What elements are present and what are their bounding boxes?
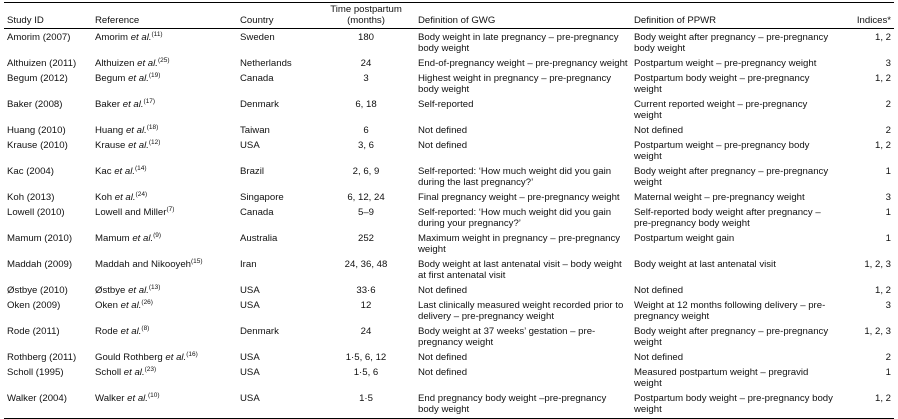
cell-study-id: Mamum (2010) bbox=[7, 233, 73, 244]
header-reference: Reference bbox=[92, 3, 237, 29]
reference-author: Althuizen bbox=[95, 58, 135, 69]
cell-indices: 1 bbox=[885, 166, 891, 177]
reference-author: Koh bbox=[95, 192, 113, 203]
reference-author: Maddah and Nikooyeh bbox=[95, 259, 192, 270]
reference-etal: et al. bbox=[129, 233, 154, 244]
reference-etal: et al. bbox=[120, 99, 144, 110]
reference-author: Østbye bbox=[95, 285, 126, 296]
cell-country: USA bbox=[240, 285, 260, 296]
reference-citation-number: (24) bbox=[135, 190, 148, 198]
reference-citation-number: (23) bbox=[144, 365, 157, 373]
header-country: Country bbox=[237, 3, 317, 29]
table-row bbox=[4, 55, 894, 70]
cell-study-id: Maddah (2009) bbox=[7, 259, 73, 270]
cell-definition-ppwr: Postpartum body weight – pre-pregnancy body weight bbox=[631, 390, 838, 419]
cell-definition-gwg: Maximum weight in pregnancy – pre-pregnancy weight bbox=[418, 233, 621, 255]
cell-reference bbox=[92, 122, 237, 137]
reference-etal: et al. bbox=[112, 192, 136, 203]
cell-country: Netherlands bbox=[240, 58, 292, 69]
cell-definition-ppwr: Postpartum body weight – pre-pregnancy weight bbox=[634, 73, 810, 95]
cell-indices: 1, 2 bbox=[838, 390, 894, 419]
reference-citation-number: (14) bbox=[135, 164, 147, 172]
table-row bbox=[4, 70, 894, 96]
table-row bbox=[4, 230, 894, 256]
header-definition-ppwr: Definition of PPWR bbox=[631, 3, 838, 29]
cell-reference bbox=[92, 349, 237, 364]
reference-etal: et al. bbox=[111, 166, 136, 177]
cell-definition-gwg: Body weight in late pregnancy – pre-pregnancy body weight bbox=[418, 32, 619, 54]
reference-etal: et al. bbox=[123, 125, 147, 136]
cell-country: Brazil bbox=[240, 166, 264, 177]
reference-etal: et al. bbox=[125, 73, 149, 84]
table-header bbox=[4, 3, 894, 29]
cell-definition-ppwr: Body weight after pregnancy – pre-pregnancy weight bbox=[634, 326, 829, 348]
cell-indices: 1 bbox=[885, 207, 891, 218]
cell-country: Denmark bbox=[240, 99, 279, 110]
cell-study-id: Amorim (2007) bbox=[7, 32, 71, 43]
table-row bbox=[4, 297, 894, 323]
reference-citation-number: (17) bbox=[143, 97, 156, 105]
table-row bbox=[4, 349, 894, 364]
cell-definition-gwg: Self-reported bbox=[418, 99, 474, 110]
reference-author: Walker bbox=[95, 393, 125, 404]
reference-etal: et al. bbox=[125, 285, 149, 296]
cell-time-postpartum: 6 bbox=[363, 125, 369, 136]
reference-citation-number: (26) bbox=[141, 298, 153, 306]
cell-definition-gwg: Self-reported: ‘How much weight did you gain during your pregnancy?’ bbox=[418, 207, 612, 229]
cell-indices: 3 bbox=[885, 192, 891, 203]
cell-time-postpartum: 6, 12, 24 bbox=[347, 192, 385, 203]
reference-etal: et al. bbox=[125, 140, 149, 151]
reference-author: Amorim bbox=[95, 32, 129, 43]
cell-time-postpartum: 24, 36, 48 bbox=[344, 259, 388, 270]
cell-reference bbox=[92, 163, 237, 189]
cell-reference bbox=[92, 29, 237, 56]
cell-reference bbox=[92, 137, 237, 163]
cell-definition-ppwr: Self-reported body weight after pregnancy – pre-pregnancy body weight bbox=[634, 207, 821, 229]
table-body bbox=[4, 29, 894, 419]
header-indices: Indices* bbox=[838, 3, 894, 29]
cell-reference bbox=[92, 96, 237, 122]
cell-time-postpartum: 24 bbox=[360, 58, 372, 69]
cell-study-id: Walker (2004) bbox=[4, 390, 92, 419]
table-row bbox=[4, 323, 894, 349]
cell-time-postpartum: 252 bbox=[357, 233, 374, 244]
cell-study-id: Begum (2012) bbox=[7, 73, 68, 84]
cell-definition-gwg: Not defined bbox=[418, 352, 468, 363]
reference-author: Oken bbox=[95, 300, 118, 311]
cell-time-postpartum: 1·5, 6 bbox=[353, 367, 379, 378]
cell-time-postpartum: 3, 6 bbox=[357, 140, 374, 151]
reference-author: Gould Rothberg bbox=[95, 352, 163, 363]
cell-study-id: Baker (2008) bbox=[7, 99, 63, 110]
cell-country: USA bbox=[240, 140, 260, 151]
reference-citation-number: (11) bbox=[151, 30, 163, 38]
reference-citation-number: (8) bbox=[141, 324, 150, 332]
cell-indices: 1, 2, 3 bbox=[864, 326, 891, 337]
cell-indices: 1 bbox=[885, 367, 891, 378]
table-row bbox=[4, 390, 894, 419]
reference-author: Kac bbox=[95, 166, 112, 177]
cell-definition-ppwr: Postpartum weight gain bbox=[634, 233, 735, 244]
reference-citation-number: (13) bbox=[148, 283, 161, 291]
cell-indices: 1, 2 bbox=[874, 32, 891, 43]
reference-author: Rode bbox=[95, 326, 118, 337]
reference-etal: et al. bbox=[121, 367, 145, 378]
cell-definition-ppwr: Body weight after pregnancy – pre-pregnancy weight bbox=[634, 166, 829, 188]
reference-author: Lowell and Miller bbox=[95, 207, 167, 218]
cell-time-postpartum: 24 bbox=[360, 326, 372, 337]
cell-indices: 3 bbox=[885, 58, 891, 69]
table-row bbox=[4, 204, 894, 230]
table-row bbox=[4, 96, 894, 122]
header-time-line1: Time postpartum bbox=[330, 4, 402, 15]
cell-definition-ppwr: Postpartum weight – pre-pregnancy weight bbox=[634, 58, 817, 69]
cell-time-postpartum: 3 bbox=[363, 73, 369, 84]
cell-definition-ppwr: Not defined bbox=[634, 125, 684, 136]
cell-study-id: Østbye (2010) bbox=[7, 285, 68, 296]
reference-etal: et al. bbox=[162, 352, 187, 363]
header-study-id: Study ID bbox=[4, 3, 92, 29]
cell-definition-gwg: Body weight at 37 weeks’ gestation – pre-pregnancy weight bbox=[418, 326, 596, 348]
reference-etal: et al. bbox=[124, 393, 148, 404]
cell-definition-ppwr: Body weight at last antenatal visit bbox=[634, 259, 776, 270]
cell-definition-gwg: Not defined bbox=[418, 367, 468, 378]
reference-citation-number: (25) bbox=[157, 56, 170, 64]
reference-citation-number: (18) bbox=[146, 123, 159, 131]
reference-author: Begum bbox=[95, 73, 126, 84]
cell-indices: 1, 2, 3 bbox=[864, 259, 891, 270]
reference-citation-number: (15) bbox=[191, 257, 203, 265]
cell-definition-gwg: Final pregnancy weight – pre-pregnancy weight bbox=[418, 192, 620, 203]
cell-reference bbox=[92, 323, 237, 349]
cell-reference bbox=[92, 297, 237, 323]
reference-citation-number: (19) bbox=[148, 71, 161, 79]
cell-definition-gwg: Body weight at last antenatal visit – body weight at first antenatal visit bbox=[418, 259, 622, 281]
cell-definition-gwg: Self-reported: ‘How much weight did you gain during the last pregnancy?’ bbox=[418, 166, 612, 188]
reference-citation-number: (12) bbox=[148, 138, 161, 146]
cell-study-id: Althuizen (2011) bbox=[7, 58, 77, 69]
cell-indices: 2 bbox=[885, 99, 891, 110]
cell-study-id: Koh (2013) bbox=[7, 192, 55, 203]
table-row bbox=[4, 256, 894, 282]
cell-definition-gwg: Not defined bbox=[418, 125, 468, 136]
cell-study-id: Kac (2004) bbox=[7, 166, 54, 177]
cell-time-postpartum: 1·5 bbox=[317, 390, 415, 419]
reference-citation-number: (10) bbox=[147, 391, 160, 399]
cell-indices: 1, 2 bbox=[874, 73, 891, 84]
table-row bbox=[4, 282, 894, 297]
cell-study-id: Krause (2010) bbox=[7, 140, 68, 151]
cell-definition-gwg: Last clinically measured weight recorded prior to delivery – pre-pregnancy weight bbox=[418, 300, 624, 322]
cell-reference bbox=[92, 70, 237, 96]
cell-definition-ppwr: Body weight after pregnancy – pre-pregnancy body weight bbox=[634, 32, 829, 54]
cell-definition-ppwr: Current reported weight – pre-pregnancy weight bbox=[634, 99, 808, 121]
cell-study-id: Lowell (2010) bbox=[7, 207, 65, 218]
cell-reference bbox=[92, 390, 237, 419]
cell-definition-gwg: Not defined bbox=[418, 285, 468, 296]
cell-reference bbox=[92, 364, 237, 390]
cell-indices: 1 bbox=[885, 233, 891, 244]
cell-study-id: Huang (2010) bbox=[7, 125, 66, 136]
cell-time-postpartum: 1·5, 6, 12 bbox=[345, 352, 387, 363]
cell-reference bbox=[92, 189, 237, 204]
reference-author: Krause bbox=[95, 140, 126, 151]
cell-reference bbox=[92, 256, 237, 282]
cell-definition-ppwr: Maternal weight – pre-pregnancy weight bbox=[634, 192, 805, 203]
cell-definition-ppwr: Not defined bbox=[634, 285, 684, 296]
cell-country: Canada bbox=[240, 207, 274, 218]
header-time-line2: (months) bbox=[347, 15, 385, 26]
cell-reference bbox=[92, 282, 237, 297]
header-time-postpartum bbox=[317, 3, 415, 29]
table-row bbox=[4, 122, 894, 137]
cell-country: USA bbox=[240, 300, 260, 311]
cell-definition-ppwr: Postpartum weight – pre-pregnancy body weight bbox=[634, 140, 810, 162]
cell-country: USA bbox=[237, 390, 317, 419]
reference-citation-number: (16) bbox=[186, 350, 198, 358]
cell-country: USA bbox=[240, 352, 260, 363]
cell-study-id: Oken (2009) bbox=[7, 300, 61, 311]
cell-definition-ppwr: Measured postpartum weight – pregravid weight bbox=[634, 367, 809, 389]
cell-definition-gwg: End pregnancy body weight –pre-pregnancy body weight bbox=[415, 390, 631, 419]
cell-country: Iran bbox=[240, 259, 257, 270]
reference-citation-number: (7) bbox=[166, 205, 175, 213]
reference-etal: et al. bbox=[128, 32, 152, 43]
cell-reference bbox=[92, 204, 237, 230]
table-row bbox=[4, 189, 894, 204]
cell-study-id: Scholl (1995) bbox=[7, 367, 64, 378]
cell-indices: 1, 2 bbox=[874, 285, 891, 296]
header-row bbox=[4, 3, 894, 29]
table-row bbox=[4, 163, 894, 189]
cell-study-id: Rode (2011) bbox=[7, 326, 60, 337]
cell-definition-gwg: End-of-pregnancy weight – pre-pregnancy weight bbox=[418, 58, 628, 69]
reference-author: Mamum bbox=[95, 233, 130, 244]
cell-time-postpartum: 6, 18 bbox=[355, 99, 377, 110]
cell-country: Australia bbox=[240, 233, 278, 244]
cell-definition-ppwr: Weight at 12 months following delivery – pre-pregnancy weight bbox=[634, 300, 826, 322]
cell-definition-gwg: Not defined bbox=[418, 140, 468, 151]
cell-country: Denmark bbox=[240, 326, 279, 337]
reference-etal: et al. bbox=[117, 300, 142, 311]
table-row bbox=[4, 137, 894, 163]
header-definition-gwg: Definition of GWG bbox=[415, 3, 631, 29]
cell-country: Canada bbox=[240, 73, 274, 84]
cell-country: USA bbox=[240, 367, 260, 378]
cell-time-postpartum: 12 bbox=[360, 300, 372, 311]
reference-author: Huang bbox=[95, 125, 124, 136]
cell-study-id: Rothberg (2011) bbox=[7, 352, 77, 363]
reference-author: Scholl bbox=[95, 367, 122, 378]
studies-table bbox=[4, 2, 894, 419]
table-row bbox=[4, 29, 894, 56]
cell-indices: 2 bbox=[885, 125, 891, 136]
cell-country: Singapore bbox=[240, 192, 284, 203]
table-row bbox=[4, 364, 894, 390]
cell-definition-ppwr: Not defined bbox=[634, 352, 684, 363]
cell-time-postpartum: 2, 6, 9 bbox=[352, 166, 380, 177]
cell-indices: 1, 2 bbox=[874, 140, 891, 151]
cell-reference bbox=[92, 55, 237, 70]
cell-time-postpartum: 180 bbox=[357, 32, 374, 43]
reference-author: Baker bbox=[95, 99, 121, 110]
cell-time-postpartum: 5–9 bbox=[357, 207, 374, 218]
cell-definition-gwg: Highest weight in pregnancy – pre-pregnancy body weight bbox=[418, 73, 612, 95]
reference-etal: et al. bbox=[134, 58, 158, 69]
cell-reference bbox=[92, 230, 237, 256]
cell-country: Sweden bbox=[240, 32, 275, 43]
cell-indices: 3 bbox=[885, 300, 891, 311]
reference-citation-number: (9) bbox=[153, 231, 162, 239]
cell-time-postpartum: 33·6 bbox=[356, 285, 376, 296]
cell-indices: 2 bbox=[885, 352, 891, 363]
reference-etal: et al. bbox=[117, 326, 142, 337]
cell-country: Taiwan bbox=[240, 125, 270, 136]
